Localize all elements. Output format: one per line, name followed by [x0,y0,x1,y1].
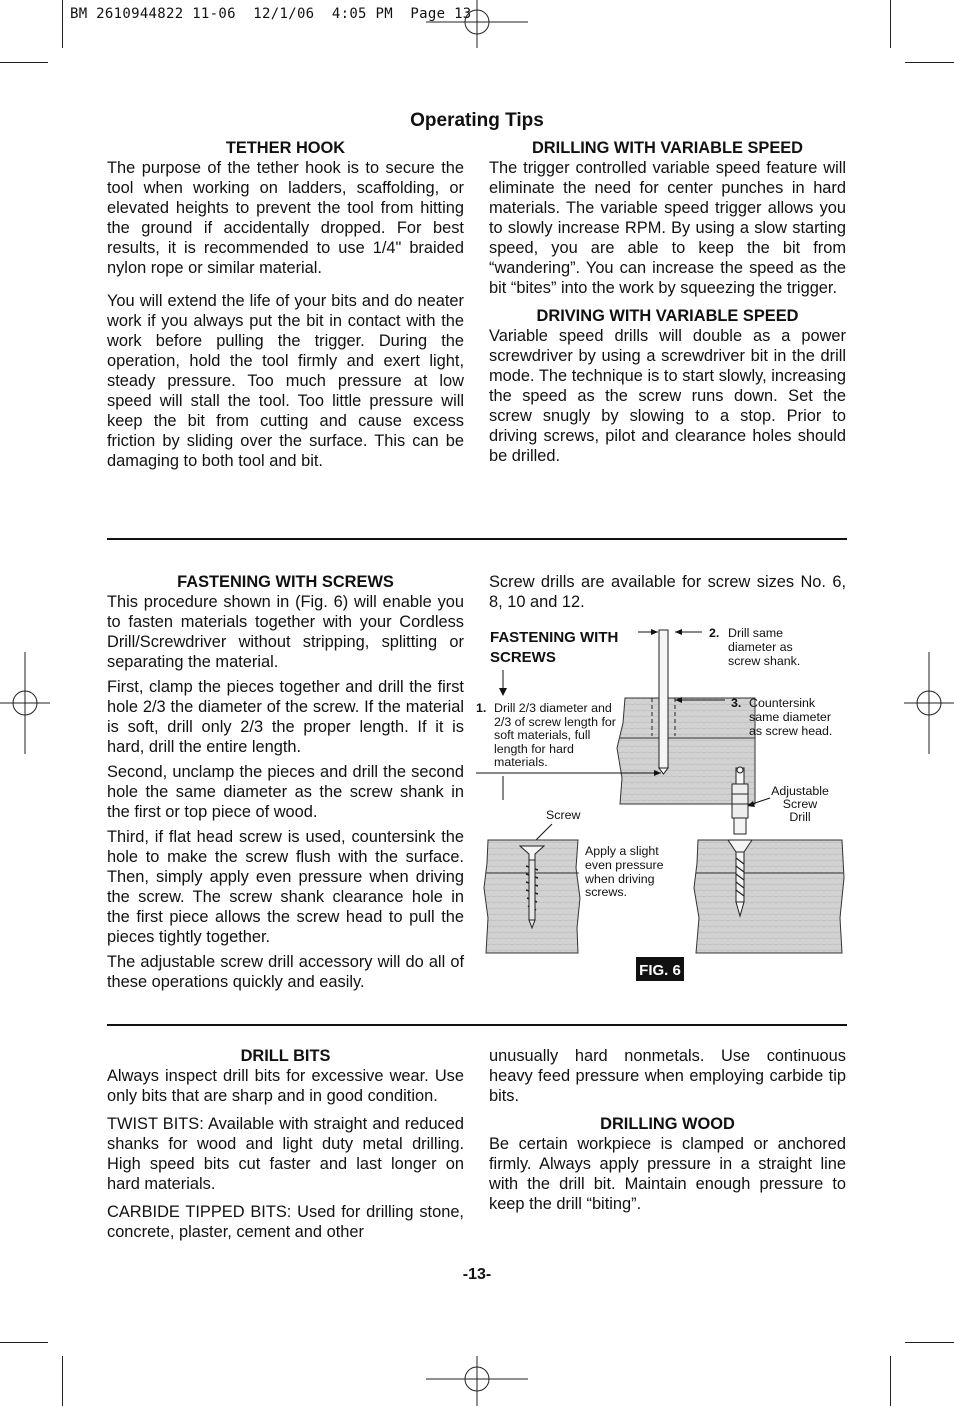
drill-bits-heading: DRILL BITS [240,1047,331,1065]
right-wood-block [694,840,844,953]
step-3-line-2: same diameter [749,710,831,724]
registration-mark-left [0,652,50,754]
driving-variable-speed-heading: DRIVING WITH VARIABLE SPEED [536,307,799,325]
step-2-number: 2. [709,626,720,640]
drill-bits-continued [489,1046,846,1214]
screw-label: Screw [546,808,581,822]
pressure-line-4: screws. [585,885,627,899]
crop-mark-tr-h [905,62,954,63]
screw-sizes-paragraph: Screw drills are available for screw sizes No. 6, 8, 10 and 12. [489,573,846,611]
crop-mark-br-v [890,1356,891,1406]
pressure-line-1: Apply a slight [585,844,659,858]
fig-6-diagram [470,618,850,988]
variable-speed-section [489,138,846,466]
step-1-line-4: length for hard [494,742,574,756]
fastening-paragraph-1: This procedure shown in (Fig. 6) will enable you to fasten materials together with your Cordless Drill/Screwdriver without stripping, splitting or separating the material. [107,593,464,671]
step-3-number: 3. [731,696,742,710]
step-3-line-3: as screw head. [749,724,833,738]
drill-bits-paragraph-1: Always inspect drill bits for excessive wear. Use only bits that are sharp and in good condition. [107,1067,464,1105]
drill-bits-paragraph-2: TWIST BITS: Available with straight and reduced shanks for wood and light duty metal drilling. High speed bits cut faster and last longer on hard materials. [107,1115,464,1193]
crop-mark-bl-h [0,1342,48,1343]
drill-bits-paragraph-3: CARBIDE TIPPED BITS: Used for drilling stone, concrete, plaster, cement and other [107,1203,464,1241]
drilling-variable-speed-paragraph: The trigger controlled variable speed feature will eliminate the need for center punches in hard materials. The variable speed trigger allows you to slowly increase RPM. By using a slow starting speed, you are able to keep the bit from “wandering”. You can increase the speed as the bit “bites” into the work by squeezing the trigger. [489,159,846,297]
adjustable-line-1: Adjustable [771,784,829,798]
registration-mark-right [904,652,954,754]
fig-title-line-2: SCREWS [490,649,556,666]
drill-bits-section [107,1046,464,1242]
step-2-line-1: Drill same [728,626,784,640]
fastening-paragraph-4: Third, if flat head screw is used, countersink the hole to make the screw flush with the surface. Then, simply apply even pressure when driving the screw. The screw shank clearance hole in the first piece allows the screw head to pull the pieces tightly together. [107,828,464,946]
crop-mark-bl-v [62,1356,63,1406]
step-1-line-2: 2/3 of screw length for [494,715,616,729]
print-slug: BM 2610944822 11-06 12/1/06 4:05 PM Page 13 [70,6,472,22]
fastening-section [107,572,464,992]
screw-drill-note [489,572,846,612]
adjustable-line-3: Drill [789,810,811,824]
tether-hook-paragraph-2: You will extend the life of your bits and do neater work if you always put the bit in contact with the work before pulling the trigger. During the operation, hold the tool firmly and exert light, steady pressure. Too much pressure at low speed will stall the tool. Too little pressure will keep the bit from cutting and cause excess friction by sliding over the surface. This can be damaging to both tool and bit. [107,292,464,470]
crop-mark-tr-v [890,0,891,48]
step-1-line-1: Drill 2/3 diameter and [494,701,612,715]
section-divider-1 [107,538,847,540]
page-number: -13- [462,1266,492,1283]
drilling-wood-heading: DRILLING WOOD [600,1115,735,1133]
tether-hook-section [107,138,464,471]
drill-bit [659,630,668,768]
step-1-number: 1. [476,701,487,715]
driving-variable-speed-paragraph: Variable speed drills will double as a power screwdriver by using a screwdriver bit in the drill mode. The technique is to start slowly, increasing the speed as the screw runs down. Set the screw snugly by slowing to a stop. Prior to driving screws, pilot and clearance holes should be drilled. [489,327,846,465]
drill-bits-paragraph-4: unusually hard nonmetals. Use continuous heavy feed pressure when employing carbide tip bits. [489,1047,846,1105]
crop-mark-tl-v [62,0,63,48]
crop-mark-tl-h [0,62,48,63]
step-1-line-5: materials. [494,755,548,769]
fastening-paragraph-5: The adjustable screw drill accessory will do all of these operations quickly and easily. [107,953,464,991]
fastening-paragraph-2: First, clamp the pieces together and drill the first hole 2/3 the diameter of the screw. If the material is soft, drill only 2/3 the proper length. If it is hard, drill the entire length. [107,678,464,756]
tether-hook-heading: TETHER HOOK [225,139,346,157]
page-title: Operating Tips [410,110,544,131]
fastening-heading: FASTENING WITH SCREWS [177,573,394,591]
registration-mark-top [426,0,528,50]
step-3-line-1: Countersink [749,696,816,710]
fig-title-line-1: FASTENING WITH [490,629,619,646]
step-2-line-3: screw shank. [728,654,801,668]
adjustable-line-2: Screw [782,797,818,811]
drilling-wood-paragraph: Be certain workpiece is clamped or anchored firmly. Always apply pressure in a straight line with the drill bit. Maintain enough pressure to keep the drill “biting”. [489,1135,846,1213]
drilling-variable-speed-heading: DRILLING WITH VARIABLE SPEED [531,139,804,157]
fig-6-label: FIG. 6 [639,962,681,979]
tether-hook-paragraph-1: The purpose of the tether hook is to secure the tool when working on ladders, scaffolding, or elevated heights to prevent the tool from hitting the ground if accidentally dropped. For best results, it is recommended to use 1/4" braided nylon rope or similar material. [107,159,464,277]
fastening-paragraph-3: Second, unclamp the pieces and drill the second hole the same diameter as the screw shank in the first or top piece of wood. [107,763,464,821]
pressure-line-3: when driving [585,872,655,886]
registration-mark-bottom [426,1356,528,1406]
section-divider-2 [107,1024,847,1026]
step-2-line-2: diameter as [728,640,793,654]
crop-mark-br-h [905,1342,954,1343]
step-1-line-3: soft materials, full [494,728,591,742]
pressure-line-2: even pressure [585,858,664,872]
